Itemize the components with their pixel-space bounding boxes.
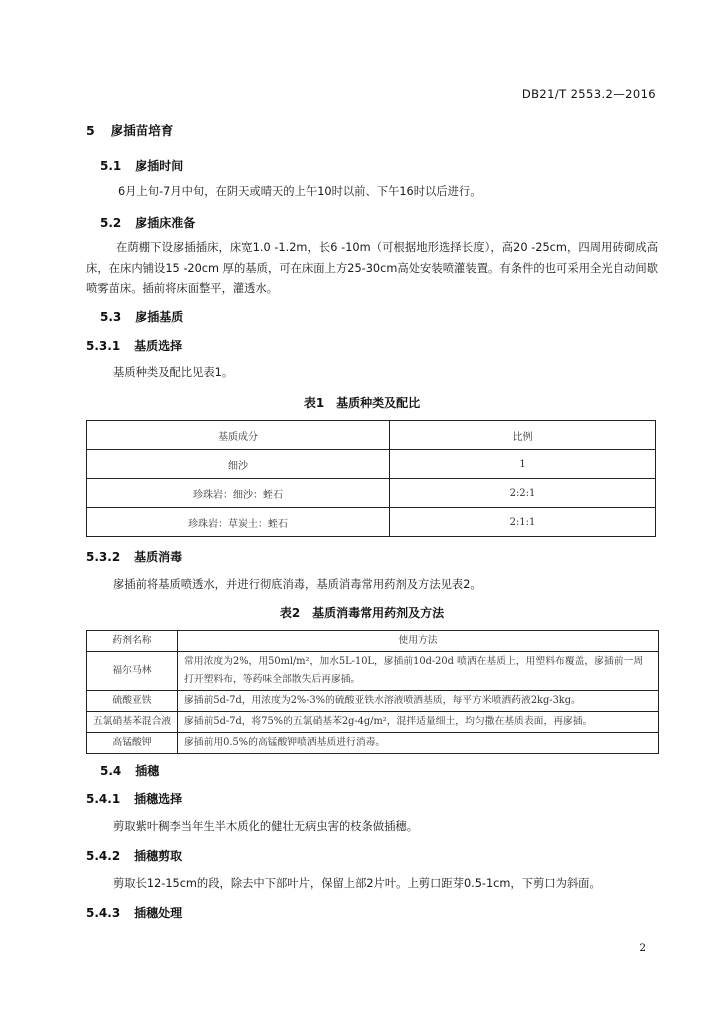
table-header-cell: 比例 — [390, 421, 656, 450]
section-number: 5.3.2 — [86, 550, 121, 564]
table-cell: 福尔马林 — [87, 652, 178, 691]
section-title: 插穗 — [135, 764, 160, 778]
section-5-3-2-text: 扅插前将基质喷透水，并进行彻底消毒，基质消毒常用药剂及方法见表2。 — [113, 578, 482, 591]
section-number: 5.3.1 — [86, 339, 121, 353]
section-5-4-2-heading — [86, 847, 182, 864]
section-5-3-1-text: 基质种类及配比见表1。 — [113, 366, 234, 379]
section-title: 扅插时间 — [135, 159, 184, 173]
section-5-4-2-text: 剪取长12-15cm的段，除去中下部叶片，保留上部2片叶。上剪口距芽0.5-1cm，下剪口为斜面。 — [113, 877, 601, 890]
section-5-3-1-heading — [86, 337, 182, 354]
table-row — [87, 450, 656, 479]
section-number: 5.4 — [100, 764, 122, 778]
table-header-row — [87, 631, 659, 652]
section-title: 插穗剪取 — [134, 849, 183, 863]
section-5-1-heading — [100, 157, 183, 174]
table-cell: 扅插前用0.5%的高锰酸钾喷洒基质进行消毒。 — [178, 733, 659, 754]
section-5-3-heading — [100, 308, 183, 325]
table-header-cell: 使用方法 — [178, 631, 659, 652]
table-1 — [86, 420, 656, 537]
section-number: 5.4.3 — [86, 906, 121, 920]
section-title: 扅插床准备 — [135, 216, 196, 230]
table-cell: 2:1:1 — [390, 508, 656, 537]
section-number: 5.3 — [100, 310, 122, 324]
table-cell: 珍珠岩：细沙：蛭石 — [87, 479, 390, 508]
section-5-2-text: 在荫棚下设扅插插床，床宽1.0 -1.2m，长6 -10m（可根据地形选择长度），高20 -25cm，四周用砖砌成高床，在床内铺设15 -20cm 厚的基质，可在床面上方25-30cm高处安装喷灌装置。有条件的也可采用全光自动间歇喷雾苗床。插前将床面整平，灌透水。 — [86, 241, 658, 295]
page-number: 2 — [639, 942, 646, 954]
section-5-1-text: 6月上旬-7月中旬，在阴天或晴天的上午10时以前、下午16时以后进行。 — [118, 185, 482, 198]
table-cell: 硫酸亚铁 — [87, 691, 178, 712]
section-title: 扅插基质 — [135, 310, 184, 324]
section-title: 基质消毒 — [134, 550, 183, 564]
section-5-4-3-heading — [86, 904, 182, 921]
table-row — [87, 479, 656, 508]
section-5-4-1-text: 剪取紫叶稠李当年生半木质化的健壮无病虫害的枝条做插穗。 — [113, 820, 419, 833]
table-2-caption: 表2 基质消毒常用药剂及方法 — [279, 606, 445, 620]
section-number: 5.2 — [100, 216, 122, 230]
table-header-cell: 基质成分 — [87, 421, 390, 450]
section-number: 5.4.2 — [86, 849, 121, 863]
table-cell: 扅插前5d-7d，用浓度为2%-3%的硫酸亚铁水溶液喷洒基质，每平方米喷洒药液2kg-3kg。 — [178, 691, 659, 712]
table-cell: 扅插前5d-7d，将75%的五氯硝基苯2g-4g/m²，混拌适量细土，均匀撒在基质表面，再扅插。 — [178, 712, 659, 733]
table-1-caption: 表1 基质种类及配比 — [303, 396, 421, 410]
section-5-3-2-heading — [86, 548, 182, 565]
table-row — [87, 712, 659, 733]
section-number: 5.1 — [100, 159, 122, 173]
section-5-2-heading — [100, 214, 195, 231]
section-title: 插穗处理 — [134, 906, 183, 920]
table-row — [87, 652, 659, 691]
section-title: 扅插苗培育 — [110, 123, 174, 138]
section-number: 5.4.1 — [86, 792, 121, 806]
document-code: DB21/T 2553.2—2016 — [521, 87, 656, 101]
section-5-heading — [86, 121, 173, 139]
table-cell: 珍珠岩：草炭土：蛭石 — [87, 508, 390, 537]
section-number: 5 — [86, 123, 95, 138]
table-2 — [86, 630, 659, 754]
table-cell: 细沙 — [87, 450, 390, 479]
table-cell: 高锰酸钾 — [87, 733, 178, 754]
table-cell: 常用浓度为2%，用50ml/m²，加水5L-10L，扅插前10d-20d 喷洒在基质上，用塑料布覆盖，扅插前一周打开塑料布，等药味全部散失后再扅插。 — [178, 652, 659, 691]
section-title: 插穗选择 — [134, 792, 183, 806]
table-row — [87, 733, 659, 754]
table-header-row — [87, 421, 656, 450]
table-cell: 五氯硝基苯混合液 — [87, 712, 178, 733]
table-cell: 1 — [390, 450, 656, 479]
section-5-4-1-heading — [86, 790, 182, 807]
table-row — [87, 691, 659, 712]
section-title: 基质选择 — [134, 339, 183, 353]
table-header-cell: 药剂名称 — [87, 631, 178, 652]
table-cell: 2:2:1 — [390, 479, 656, 508]
table-row — [87, 508, 656, 537]
section-5-4-heading — [100, 762, 159, 779]
